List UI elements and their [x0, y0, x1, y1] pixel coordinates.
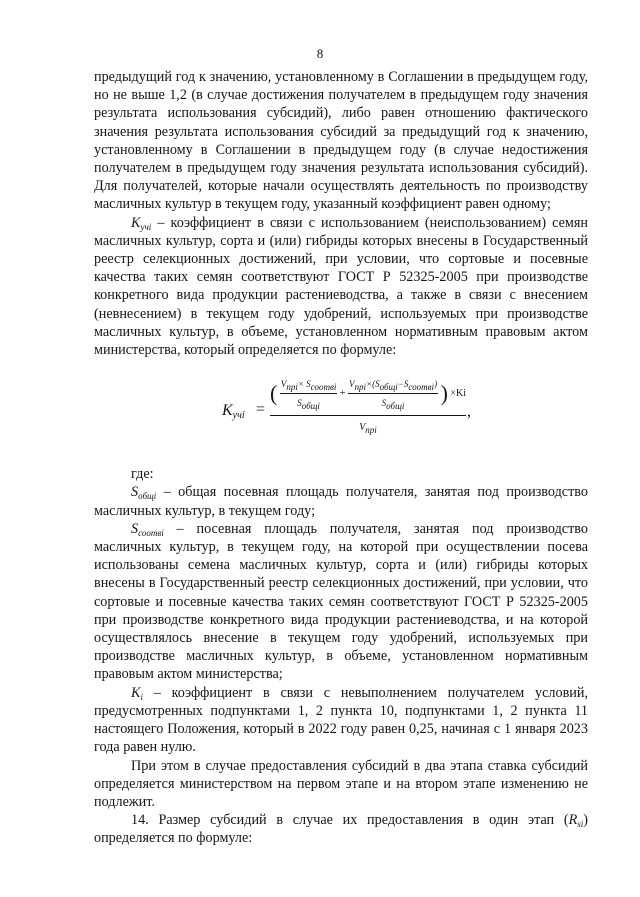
symbol-k: K	[131, 214, 141, 231]
formula-term-1: $\frac{V_{прi}\times S_{соотвi}}{S_{общi}}$	[280, 375, 338, 412]
formula-plus: +	[339, 388, 346, 400]
paragraph-k-uch-text: – коэффициент в связи с использованием (неиспользованием) семян масличных культур, сорта и (или) гибриды которых внесены в Государственный реестр селекционных достижений, при условии, что сортовые и посевные качества таких семян соответствуют ГОСТ Р 52325-2005 при производстве конкретного вида продукции растениеводства, а также в связи с внесением (невнесением) в текущем году удобрений, используемых при производстве масличных культур, в объеме, установленном нормативным правовым актом министерства, который определяется по формуле:	[94, 214, 588, 359]
formula-denominator: $V_{прi}$	[359, 422, 377, 436]
formula-comma: ,	[467, 403, 471, 421]
symbol-k-sub: учi	[140, 221, 152, 232]
formula-numerator	[270, 375, 466, 415]
formula-open-paren: (	[270, 380, 278, 406]
formula-equals: =	[256, 401, 266, 419]
document-body	[94, 68, 588, 848]
formula-main-fraction	[270, 375, 466, 437]
formula-close-paren: )	[440, 380, 448, 406]
formula-lhs: $K_{учi}$	[222, 402, 245, 422]
paragraph-s-sootv: $S_{соотвi}$ – посевная площадь получателя, занятая под производство масличных культур, в текущем году, на которой при осуществлении посева использованы семена масличных культур, сорта и (или) гибриды которых внесены в Государственный реестр селекционных достижений, при условии, что сортовые и посевные качества таких семян соответствуют ГОСТ Р 52325-2005 при производстве конкретного вида продукции растениеводства, и на которой осуществлялось внесение в текущем году удобрений, используемых при производстве масличных культур, в объеме, установленном нормативным правовым актом министерства;	[94, 520, 588, 683]
paragraph-k-i: $K_i$ – коэффициент в связи с невыполнением получателем условий, предусмотренных подпунктами 1, 2 пункта 10, подпунктами 1, 2 пункта 11 настоящего Положения, который в 2022 году равен 0,25, начиная с 1 января 2023 года равен нулю.	[94, 684, 588, 756]
page-number: 8	[316, 46, 324, 61]
paragraph-two-stages: При этом в случае предоставления субсидий в два этапа ставка субсидий определяется министерством на первом этапе и на втором этапе изменению не подлежит.	[94, 757, 588, 810]
paragraph-item-14: 14. Размер субсидий в случае их предоставления в один этап $(R_{si})$ определяется по формуле:	[94, 812, 588, 847]
formula-times-ki: ×Ki	[450, 388, 467, 400]
formula-fraction-bar	[270, 415, 466, 416]
formula-k-uch	[94, 373, 588, 453]
paragraph-s-obsh: $S_{общi}$ – общая посевная площадь получателя, занятая под производство масличных культур, в текущем году;	[94, 484, 588, 519]
paragraph-k-uch	[94, 214, 588, 360]
formula-term-2: $\frac{V_{прi}\times(S_{общi}-S_{соотвi})}{S_{общi}}$	[348, 375, 438, 412]
where-label: где:	[131, 466, 154, 483]
paragraph-coefficient-continuation: предыдущий год к значению, установленному в Соглашении в предыдущем году, но не выше 1,2 (в случае достижения получателем в предыдущем году значения результата использования субсидий), либо равен отношению фактического значения результата использования субсидий за предыдущий год к значению, установленному в Соглашении в предыдущем году (в случае недостижения получателем в предыдущем году значения результата использования субсидий). Для получателей, которые начали осуществлять деятельность по производству масличных культур в текущем году, указанный коэффициент равен одному;	[94, 69, 588, 213]
